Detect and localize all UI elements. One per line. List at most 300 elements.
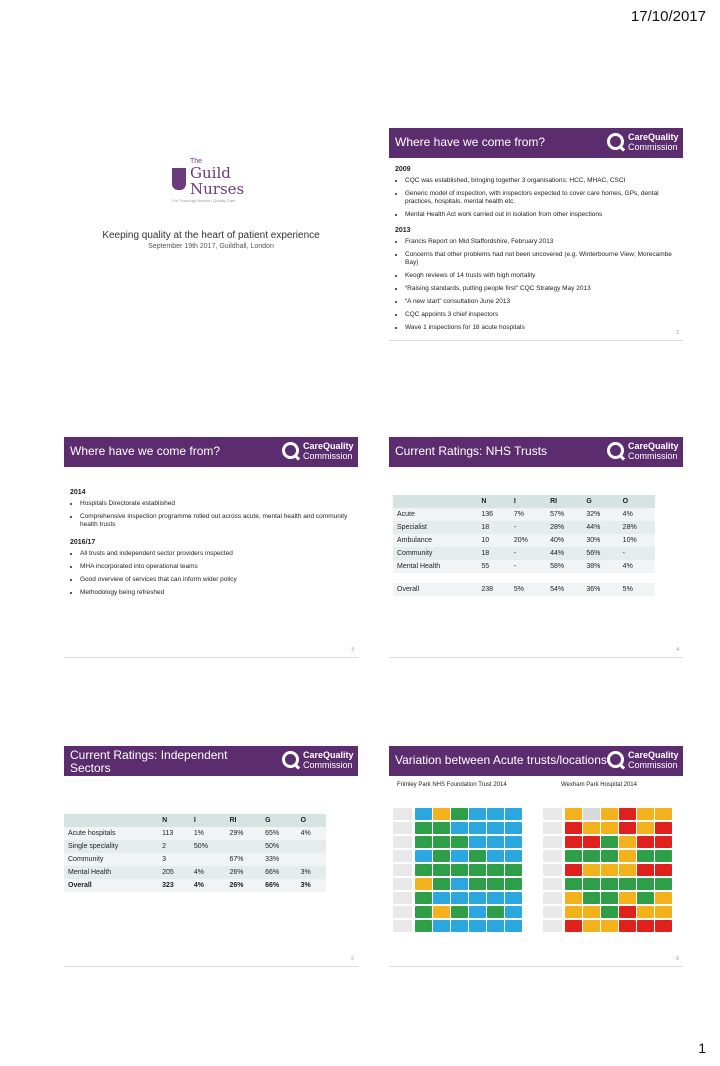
rating-cell-blue [505, 892, 522, 904]
rating-cell-blue [433, 892, 450, 904]
rating-cell-blue [505, 822, 522, 834]
grid-row-label [543, 878, 562, 890]
slide-4 [389, 437, 683, 658]
table-cell: 3% [297, 866, 326, 879]
year-heading: 2016/17 [70, 539, 96, 546]
logo-word-nurses: Nurses [190, 180, 245, 198]
logo-line-1: CareQuality [303, 441, 354, 451]
rating-cell-amber [601, 920, 618, 932]
rating-cell-red [565, 822, 582, 834]
bullet-item: • MHA incorporated into operational teams [80, 563, 352, 571]
table-cell: 67% [225, 853, 261, 866]
bullet-item: • CQC appoints 3 chief inspectors [405, 311, 677, 319]
logo-line-1: CareQuality [628, 132, 679, 142]
nhs-ratings-table [393, 495, 655, 596]
grid-row-label [393, 864, 412, 876]
grid-row-label [393, 920, 412, 932]
slide-2 [389, 128, 683, 341]
slide-1-title: Keeping quality at the heart of patient experience [102, 230, 320, 241]
table-cell: 323 [158, 879, 190, 892]
cqc-logo [282, 750, 352, 772]
rating-cell-green [451, 808, 468, 820]
rating-cell-green [601, 906, 618, 918]
slide-3 [64, 437, 358, 658]
rating-cell-blue [505, 808, 522, 820]
rating-cell-amber [583, 906, 600, 918]
table-cell: Community [64, 853, 158, 866]
bullet-item: • Hospitals Directorate established [80, 500, 352, 508]
cqc-logo [607, 441, 677, 463]
grid-row-label [543, 906, 562, 918]
rating-cell-blue [451, 920, 468, 932]
rating-cell-blue [505, 906, 522, 918]
table-cell: 44% [582, 521, 618, 534]
table-cell: Community [393, 547, 477, 560]
slide-title: Variation between Acute trusts/locations [395, 753, 607, 767]
independent-ratings-table [64, 814, 326, 892]
logo-line-2: Commission [628, 451, 678, 461]
rating-cell-amber [583, 822, 600, 834]
rating-cell-green [601, 836, 618, 848]
table-cell: 4% [190, 866, 226, 879]
bullet-item: • Francis Report on Mid Staffordshire, February 2013 [405, 238, 677, 246]
table-cell: 54% [546, 583, 582, 596]
table-cell: Single speciality [64, 840, 158, 853]
rating-cell-amber [637, 808, 654, 820]
rating-cell-blue [451, 892, 468, 904]
table-cell: 29% [225, 827, 261, 840]
table-cell: 2 [158, 840, 190, 853]
rating-cell-blue [505, 836, 522, 848]
table-cell: 50% [261, 840, 297, 853]
cqc-q-icon [607, 442, 624, 459]
rating-cell-green [433, 864, 450, 876]
grid-row-label [543, 850, 562, 862]
rating-cell-green [487, 864, 504, 876]
table-cell: 5% [510, 583, 546, 596]
rating-cell-amber [433, 808, 450, 820]
slide-body [395, 162, 677, 337]
rating-cell-blue [487, 808, 504, 820]
table-row [393, 534, 655, 547]
rating-cell-blue [487, 850, 504, 862]
bullet-item: • Mental Health Act work carried out in isolation from other inspections [405, 211, 677, 219]
table-row [393, 560, 655, 573]
grid-row-label [543, 822, 562, 834]
rating-cell-amber [433, 906, 450, 918]
bullet-item: • Concerns that other problems had not been uncovered (e.g. Winterbourne View; Morecambe Bay) [405, 251, 677, 267]
table-cell: Ambulance [393, 534, 477, 547]
grid-row-label [393, 836, 412, 848]
table-cell: Overall [64, 879, 158, 892]
grid-row-label [393, 850, 412, 862]
year-heading: 2013 [395, 227, 411, 234]
trophy-icon [172, 168, 186, 190]
bullet-item: • Comprehensive inspection programme rolled out across acute, mental health and community health trusts [80, 513, 352, 529]
table-cell: - [510, 547, 546, 560]
table-cell: - [510, 560, 546, 573]
rating-cell-blue [469, 906, 486, 918]
rating-cell-green [433, 822, 450, 834]
table-cell: Overall [393, 583, 477, 596]
grid-row-label [543, 808, 562, 820]
table-cell: 56% [582, 547, 618, 560]
rating-cell-green [583, 878, 600, 890]
rating-cell-green [619, 878, 636, 890]
table-header-cell: G [582, 495, 618, 508]
grid-row-label [393, 808, 412, 820]
logo-line-1: CareQuality [628, 441, 679, 451]
rating-cell-red [637, 864, 654, 876]
rating-cell-green [637, 850, 654, 862]
rating-cell-red [655, 920, 672, 932]
table-cell: 26% [225, 879, 261, 892]
logo-line-1: CareQuality [628, 750, 679, 760]
rating-cell-red [637, 836, 654, 848]
cqc-q-icon [607, 751, 624, 768]
rating-cell-green [601, 850, 618, 862]
logo-line-2: Commission [628, 760, 678, 770]
table-header-cell: O [619, 495, 655, 508]
rating-cell-green [415, 836, 432, 848]
rating-cell-amber [583, 920, 600, 932]
table-cell: Mental Health [393, 560, 477, 573]
rating-cell-amber [655, 892, 672, 904]
table-cell: Acute hospitals [64, 827, 158, 840]
table-cell: 38% [582, 560, 618, 573]
rating-cell-amber [565, 808, 582, 820]
cqc-logo [607, 750, 677, 772]
table-cell [297, 840, 326, 853]
grid-row-label [543, 836, 562, 848]
rating-cell-green [601, 878, 618, 890]
rating-cell-green [433, 836, 450, 848]
bullet-item: • Keogh reviews of 14 trusts with high mortality [405, 272, 677, 280]
logo-tagline: For Thorough Nurses / Quality Care [172, 198, 236, 203]
table-cell: - [619, 547, 655, 560]
rating-cell-red [619, 920, 636, 932]
table-cell: 10 [477, 534, 509, 547]
table-spacer [393, 573, 655, 583]
table-header-row [64, 814, 326, 827]
rating-cell-blue [469, 808, 486, 820]
right-grid-title: Wexham Park Hospital 2014 [561, 782, 637, 788]
table-row [393, 508, 655, 521]
table-header-cell: N [477, 495, 509, 508]
rating-cell-amber [655, 906, 672, 918]
slide-header [64, 746, 358, 776]
slide-number: 3 [351, 647, 354, 653]
bullet-item: • CQC was established, bringing together 3 organisations: HCC, MHAC, CSCI [405, 177, 677, 185]
slide-number: 5 [351, 956, 354, 962]
grid-row-label [393, 906, 412, 918]
grid-row-label [543, 864, 562, 876]
rating-cell-green [655, 878, 672, 890]
rating-cell-green [469, 850, 486, 862]
rating-cell-green [415, 892, 432, 904]
rating-cell-blue [487, 892, 504, 904]
grid-row-label [543, 920, 562, 932]
slide-1-subtitle: September 19th 2017, Guildhall, London [148, 243, 274, 250]
grid-row-label [393, 822, 412, 834]
rating-cell-blue [451, 850, 468, 862]
rating-cell-red [655, 822, 672, 834]
table-cell: 58% [546, 560, 582, 573]
table-cell: 57% [546, 508, 582, 521]
table-cell: 1% [190, 827, 226, 840]
rating-cell-amber [415, 878, 432, 890]
rating-cell-green [505, 878, 522, 890]
table-cell: 55 [477, 560, 509, 573]
rating-cell-amber [637, 906, 654, 918]
year-heading: 2014 [70, 489, 86, 496]
table-cell: Acute [393, 508, 477, 521]
rating-cell-green [583, 892, 600, 904]
rating-cell-green [433, 878, 450, 890]
rating-cell-green [415, 864, 432, 876]
table-cell: 28% [619, 521, 655, 534]
table-cell: 7% [510, 508, 546, 521]
rating-cell-red [655, 864, 672, 876]
rating-cell-green [469, 864, 486, 876]
table-header-cell [393, 495, 477, 508]
rating-cell-red [565, 864, 582, 876]
rating-cell-red [583, 836, 600, 848]
print-date: 17/10/2017 [630, 8, 706, 25]
table-cell: 66% [261, 866, 297, 879]
table-total-row [393, 583, 655, 596]
table-cell: 18 [477, 547, 509, 560]
rating-cell-amber [619, 864, 636, 876]
table-cell: 113 [158, 827, 190, 840]
year-heading: 2009 [395, 166, 411, 173]
rating-cell-amber [655, 808, 672, 820]
table-cell: 4% [619, 560, 655, 573]
cqc-q-icon [282, 442, 299, 459]
table-cell: 66% [261, 879, 297, 892]
bullet-item: • “Raising standards, putting people first” CQC Strategy May 2013 [405, 285, 677, 293]
rating-cell-amber [601, 864, 618, 876]
rating-cell-blue [487, 836, 504, 848]
rating-cell-blue [415, 808, 432, 820]
table-cell: 3% [297, 879, 326, 892]
table-row [64, 840, 326, 853]
rating-cell-amber [619, 892, 636, 904]
table-cell: 30% [582, 534, 618, 547]
slide-5 [64, 746, 358, 967]
table-cell: 32% [582, 508, 618, 521]
bullet-list [395, 177, 677, 219]
spacer-cell [393, 573, 655, 583]
table-row [393, 521, 655, 534]
bullet-list [70, 500, 352, 529]
rating-cell-amber [565, 892, 582, 904]
grid-row-label [393, 892, 412, 904]
rating-cell-green [415, 822, 432, 834]
logo-word-guild: Guild [190, 164, 231, 182]
table-cell [190, 853, 226, 866]
slide-header [64, 437, 358, 467]
slide-title: Where have we come from? [395, 135, 546, 149]
table-cell: Specialist [393, 521, 477, 534]
slide-number: 4 [676, 647, 679, 653]
table-cell [225, 840, 261, 853]
table-cell: 65% [261, 827, 297, 840]
table-cell: 18 [477, 521, 509, 534]
rating-cell-green [415, 920, 432, 932]
rating-cell-blue [469, 892, 486, 904]
rating-cell-amber [601, 822, 618, 834]
rating-cell-green [637, 892, 654, 904]
left-grid-title: Frimley Park NHS Foundation Trust 2014 [397, 782, 507, 788]
table-cell: 10% [619, 534, 655, 547]
rating-cell-blue [415, 850, 432, 862]
table-header-cell: RI [225, 814, 261, 827]
rating-cell-red [637, 920, 654, 932]
logo-line-2: Commission [303, 451, 353, 461]
table-cell: 3 [158, 853, 190, 866]
table-cell: 28% [546, 521, 582, 534]
cqc-q-icon [282, 751, 299, 768]
slide-header [389, 437, 683, 467]
rating-cell-red [565, 920, 582, 932]
rating-cell-amber [637, 822, 654, 834]
cqc-logo [282, 441, 352, 463]
table-cell: 205 [158, 866, 190, 879]
table-header-cell: I [510, 495, 546, 508]
table-cell: 26% [225, 866, 261, 879]
logo-line-2: Commission [628, 142, 678, 152]
bullet-item: • Good overview of services that can inform wider policy [80, 576, 352, 584]
logo-small-text: The [190, 158, 203, 165]
table-header-cell: G [261, 814, 297, 827]
rating-cell-blue [433, 920, 450, 932]
table-cell [297, 853, 326, 866]
table-row [64, 853, 326, 866]
rating-cell-grey [583, 808, 600, 820]
table-cell: 40% [546, 534, 582, 547]
slide-title: Current Ratings: NHS Trusts [395, 444, 548, 458]
bullet-item: • All trusts and independent sector providers inspected [80, 550, 352, 558]
table-cell: 4% [619, 508, 655, 521]
table-header-cell: N [158, 814, 190, 827]
rating-cell-blue [505, 920, 522, 932]
table-cell: 20% [510, 534, 546, 547]
rating-cell-red [565, 836, 582, 848]
rating-cell-green [487, 906, 504, 918]
slide-body [70, 485, 352, 602]
rating-cell-blue [451, 878, 468, 890]
bullet-item: • “A new start” consultation June 2013 [405, 298, 677, 306]
rating-cell-amber [619, 836, 636, 848]
rating-cell-green [655, 850, 672, 862]
slide-number: 2 [676, 330, 679, 336]
table-cell: 36% [582, 583, 618, 596]
rating-cell-green [451, 836, 468, 848]
rating-cell-amber [619, 850, 636, 862]
grid-row-label [543, 892, 562, 904]
rating-cell-blue [469, 920, 486, 932]
table-cell: 238 [477, 583, 509, 596]
rating-cell-amber [565, 906, 582, 918]
rating-cell-green [565, 878, 582, 890]
table-cell: 4% [190, 879, 226, 892]
slide-title: Current Ratings: Independent Sectors [70, 748, 228, 775]
table-cell: 136 [477, 508, 509, 521]
table-cell: 50% [190, 840, 226, 853]
rating-cell-amber [583, 864, 600, 876]
cqc-q-icon [607, 133, 624, 150]
frimley-ratings-grid [393, 798, 529, 956]
rating-cell-green [583, 850, 600, 862]
table-row [393, 547, 655, 560]
table-header-row [393, 495, 655, 508]
rating-cell-amber [601, 808, 618, 820]
table-row [64, 866, 326, 879]
rating-cell-green [415, 906, 432, 918]
guild-of-nurses-logo [172, 158, 252, 208]
rating-cell-green [601, 892, 618, 904]
slide-header [389, 746, 683, 776]
table-cell: Mental Health [64, 866, 158, 879]
rating-cell-green [505, 864, 522, 876]
page-number: 1 [698, 1040, 706, 1056]
rating-cell-red [619, 822, 636, 834]
table-header-cell: O [297, 814, 326, 827]
table-header-cell: I [190, 814, 226, 827]
rating-cell-red [619, 906, 636, 918]
wexham-ratings-grid [543, 798, 679, 956]
table-row [64, 827, 326, 840]
rating-cell-green [565, 850, 582, 862]
grid-row-label [393, 878, 412, 890]
table-cell: 33% [261, 853, 297, 866]
cqc-logo [607, 132, 677, 154]
bullet-item: • Generic model of inspection, with inspectors expected to cover care homes, GPs, dental practices, hospitals, mental health etc. [405, 190, 677, 206]
table-cell: - [510, 521, 546, 534]
logo-line-2: Commission [303, 760, 353, 770]
rating-cell-blue [487, 822, 504, 834]
rating-cell-blue [451, 822, 468, 834]
rating-cell-green [487, 878, 504, 890]
slide-6 [389, 746, 683, 967]
table-cell: 44% [546, 547, 582, 560]
table-cell: 4% [297, 827, 326, 840]
rating-cell-blue [469, 822, 486, 834]
slide-title: Where have we come from? [70, 444, 221, 458]
rating-cell-green [637, 878, 654, 890]
table-cell: 5% [619, 583, 655, 596]
rating-cell-blue [487, 920, 504, 932]
rating-cell-red [655, 836, 672, 848]
logo-line-1: CareQuality [303, 750, 354, 760]
rating-cell-green [451, 906, 468, 918]
bullet-item: • Methodology being refreshed [80, 589, 352, 597]
bullet-list [395, 238, 677, 332]
slide-header [389, 128, 683, 158]
rating-cell-blue [505, 850, 522, 862]
slide-number: 6 [676, 956, 679, 962]
rating-cell-blue [469, 836, 486, 848]
rating-cell-green [451, 864, 468, 876]
bullet-list [70, 550, 352, 597]
slide-1 [64, 132, 358, 352]
table-header-cell [64, 814, 158, 827]
table-total-row [64, 879, 326, 892]
rating-cell-red [619, 808, 636, 820]
bullet-item: • Wave 1 inspections for 18 acute hospitals [405, 324, 677, 332]
table-header-cell: RI [546, 495, 582, 508]
